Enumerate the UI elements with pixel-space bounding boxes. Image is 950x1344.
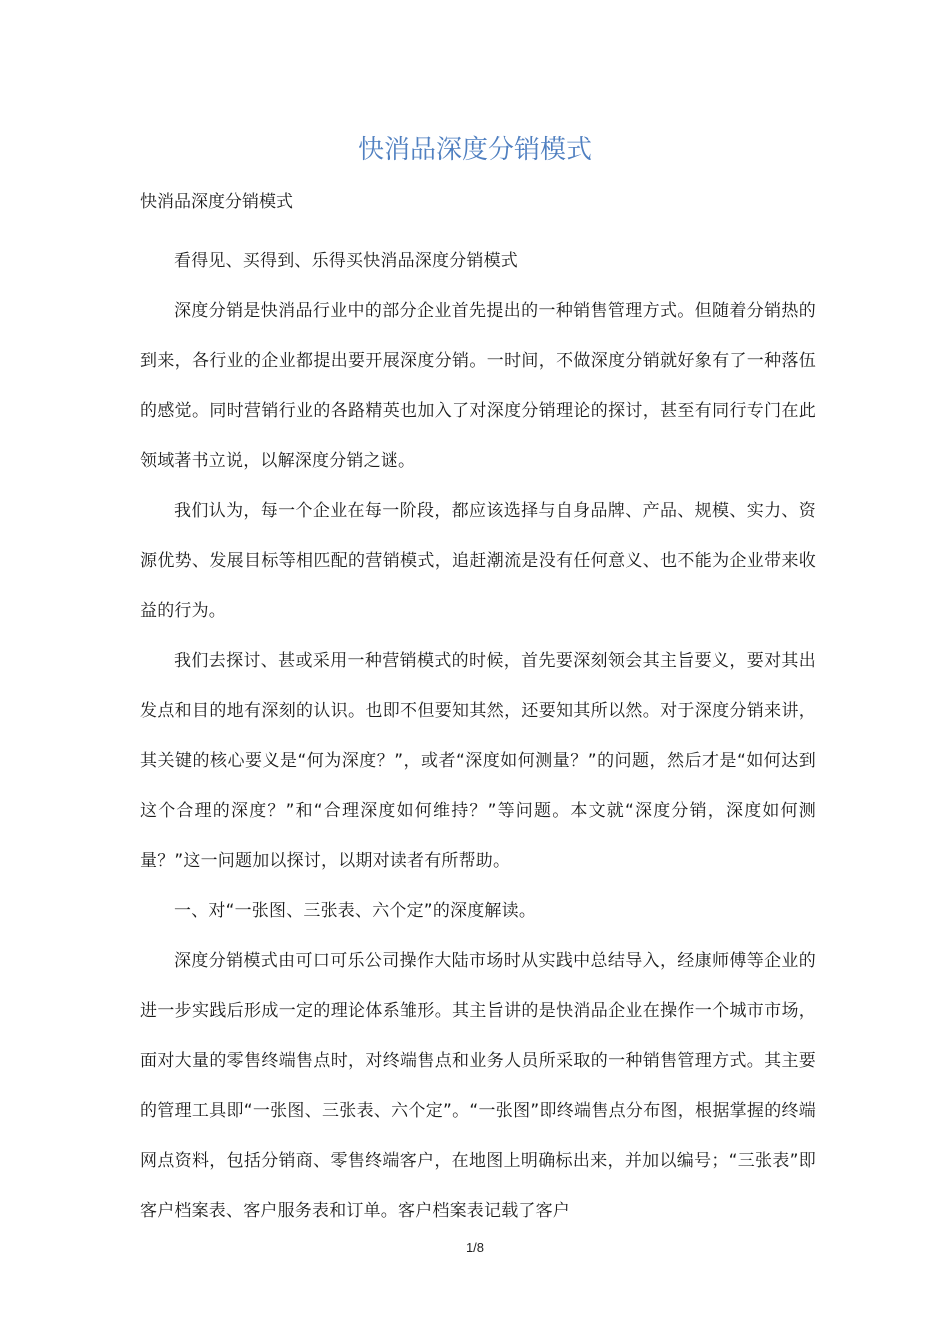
paragraph-2: 深度分销是快消品行业中的部分企业首先提出的一种销售管理方式。但随着分销热的到来，各行业的企业都提出要开展深度分销。一时间，不做深度分销就好象有了一种落伍的感觉。同时营销行业的各路精英也加入了对深度分销理论的探讨，甚至有同行专门在此领域著书立说，以解深度分销之谜。	[140, 301, 816, 471]
paragraph-3: 我们认为，每一个企业在每一阶段，都应该选择与自身品牌、产品、规模、实力、资源优势、发展目标等相匹配的营销模式，追赶潮流是没有任何意义、也不能为企业带来收益的行为。	[140, 501, 816, 621]
document-body	[140, 186, 816, 1236]
paragraph-4: 我们去探讨、甚或采用一种营销模式的时候，首先要深刻领会其主旨要义，要对其出发点和目的地有深刻的认识。也即不但要知其然，还要知其所以然。对于深度分销来讲，其关键的核心要义是“何为深度？”，或者“深度如何测量？”的问题，然后才是“如何达到这个合理的深度？”和“合理深度如何维持？”等问题。本文就“深度分销，深度如何测量？”这一问题加以探讨，以期对读者有所帮助。	[140, 651, 816, 871]
document-title: 快消品深度分销模式	[357, 135, 592, 165]
page-number: 1/8	[465, 1240, 485, 1255]
paragraph-1: 看得见、买得到、乐得买快消品深度分销模式	[174, 251, 518, 271]
paragraph-5: 深度分销模式由可口可乐公司操作大陆市场时从实践中总结导入，经康师傅等企业的进一步实践后形成一定的理论体系雏形。其主旨讲的是快消品企业在操作一个城市市场，面对大量的零售终端售点时，对终端售点和业务人员所采取的一种销售管理方式。其主要的管理工具即“一张图、三张表、六个定”。“一张图”即终端售点分布图，根据掌握的终端网点资料，包括分销商、零售终端客户，在地图上明确标出来，并加以编号；“三张表”即客户档案表、客户服务表和订单。客户档案表记载了客户	[140, 951, 816, 1221]
section-heading-1: 一、对“一张图、三张表、六个定”的深度解读。	[174, 901, 537, 921]
document-subheading: 快消品深度分销模式	[140, 192, 293, 212]
